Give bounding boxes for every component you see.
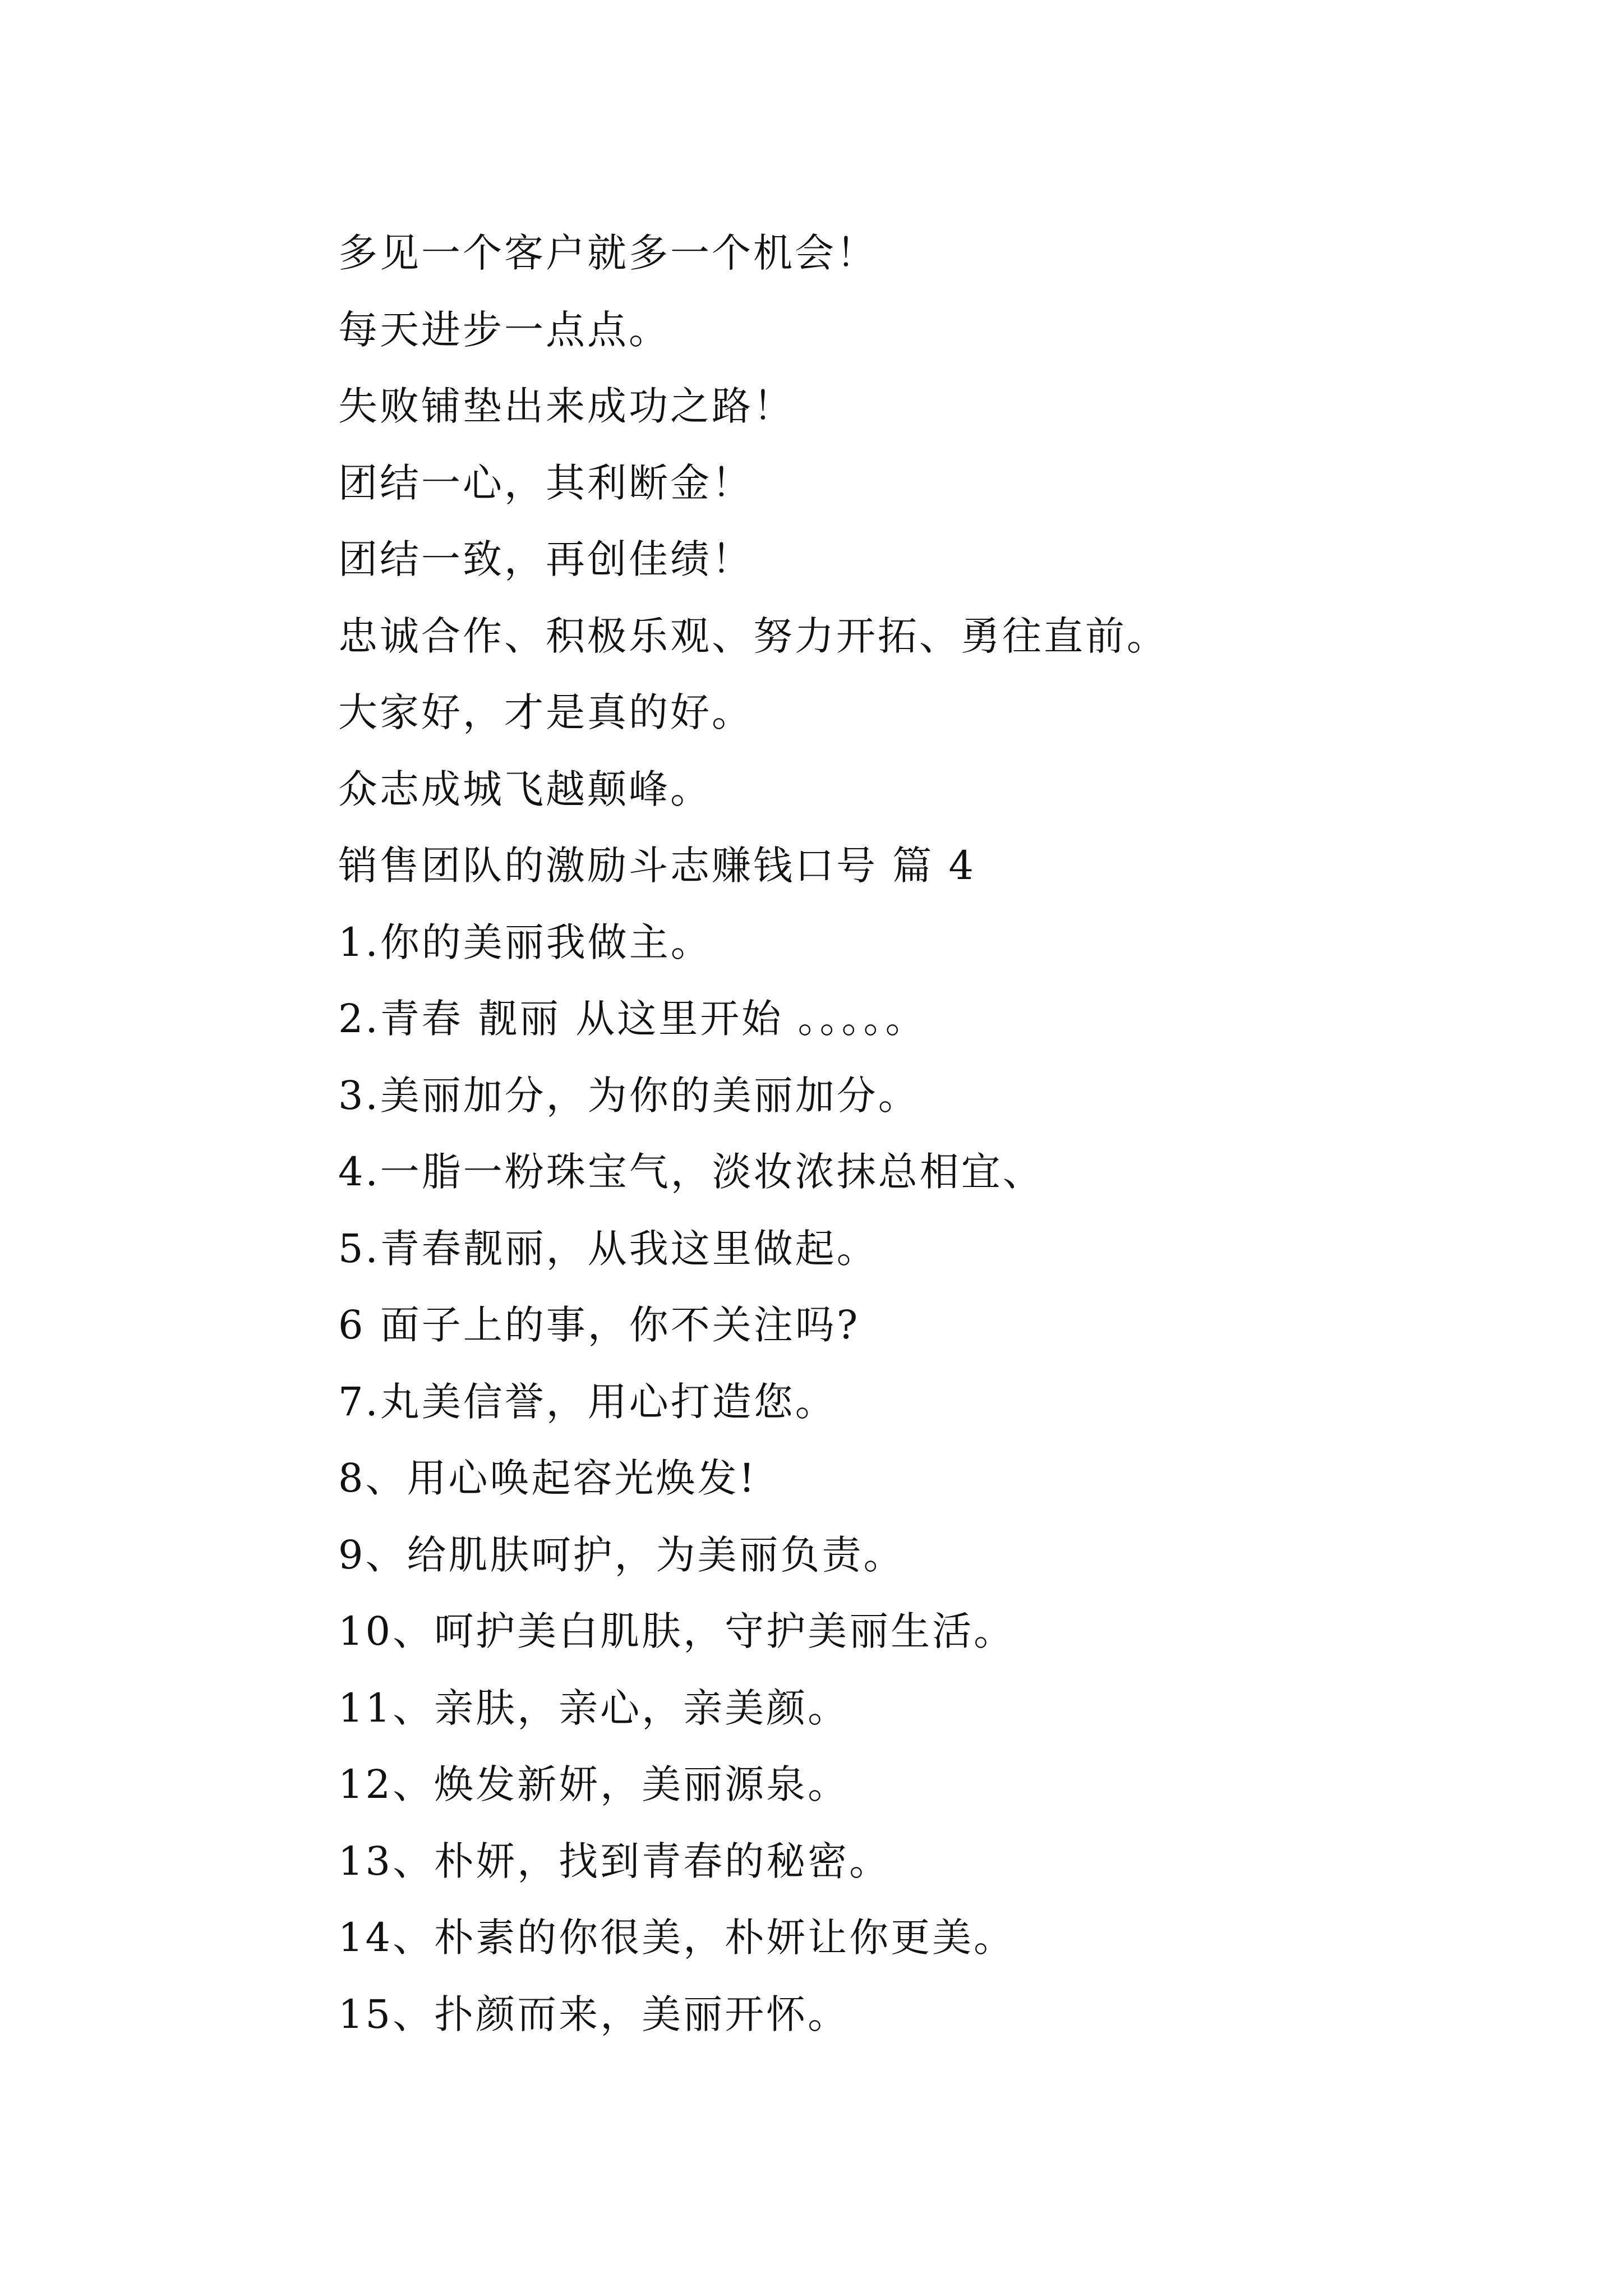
text-line: 失败铺垫出来成功之路！ <box>338 383 795 429</box>
list-item: 8、用心唤起容光焕发! <box>338 1455 757 1501</box>
list-item: 15、扑颜而来，美丽开怀。 <box>338 1991 850 2037</box>
text-line: 众志成城飞越颠峰。 <box>338 766 712 812</box>
list-item: 12、焕发新妍，美丽源泉。 <box>338 1761 850 1807</box>
text-line: 多见一个客户就多一个机会！ <box>338 230 878 276</box>
list-item: 13、朴妍，找到青春的秘密。 <box>338 1838 891 1884</box>
text-line: 大家好，才是真的好。 <box>338 689 753 735</box>
text-line: 每天进步一点点。 <box>338 306 670 353</box>
list-item: 9、给肌肤呵护，为美丽负责。 <box>338 1531 905 1578</box>
text-line: 忠诚合作、积极乐观、努力开拓、勇往直前。 <box>338 613 1168 659</box>
section-heading: 销售团队的激励斗志赚钱口号 篇 4 <box>338 843 976 889</box>
list-item: 11、亲肤，亲心，亲美颜。 <box>338 1685 850 1731</box>
list-item: 1.你的美丽我做主。 <box>338 919 712 965</box>
list-item: 4.一脂一粉珠宝气，淡妆浓抹总相宜、 <box>338 1149 1044 1195</box>
list-item: 5.青春靓丽，从我这里做起。 <box>338 1225 878 1272</box>
list-item: 6 面子上的事，你不关注吗? <box>338 1302 860 1348</box>
list-item: 10、呵护美白肌肤，守护美丽生活。 <box>338 1608 1016 1654</box>
slogan-list <box>338 215 1516 2053</box>
text-line: 团结一致，再创佳绩！ <box>338 536 753 582</box>
text-line: 团结一心，其利断金！ <box>338 459 753 506</box>
list-item: 7.丸美信誉，用心打造您。 <box>338 1378 837 1425</box>
list-item: 2.青春 靓丽 从这里开始 。。。。。 <box>338 996 927 1042</box>
list-item: 14、朴素的你很美，朴妍让你更美。 <box>338 1915 1016 1961</box>
list-item: 3.美丽加分，为你的美丽加分。 <box>338 1072 920 1119</box>
